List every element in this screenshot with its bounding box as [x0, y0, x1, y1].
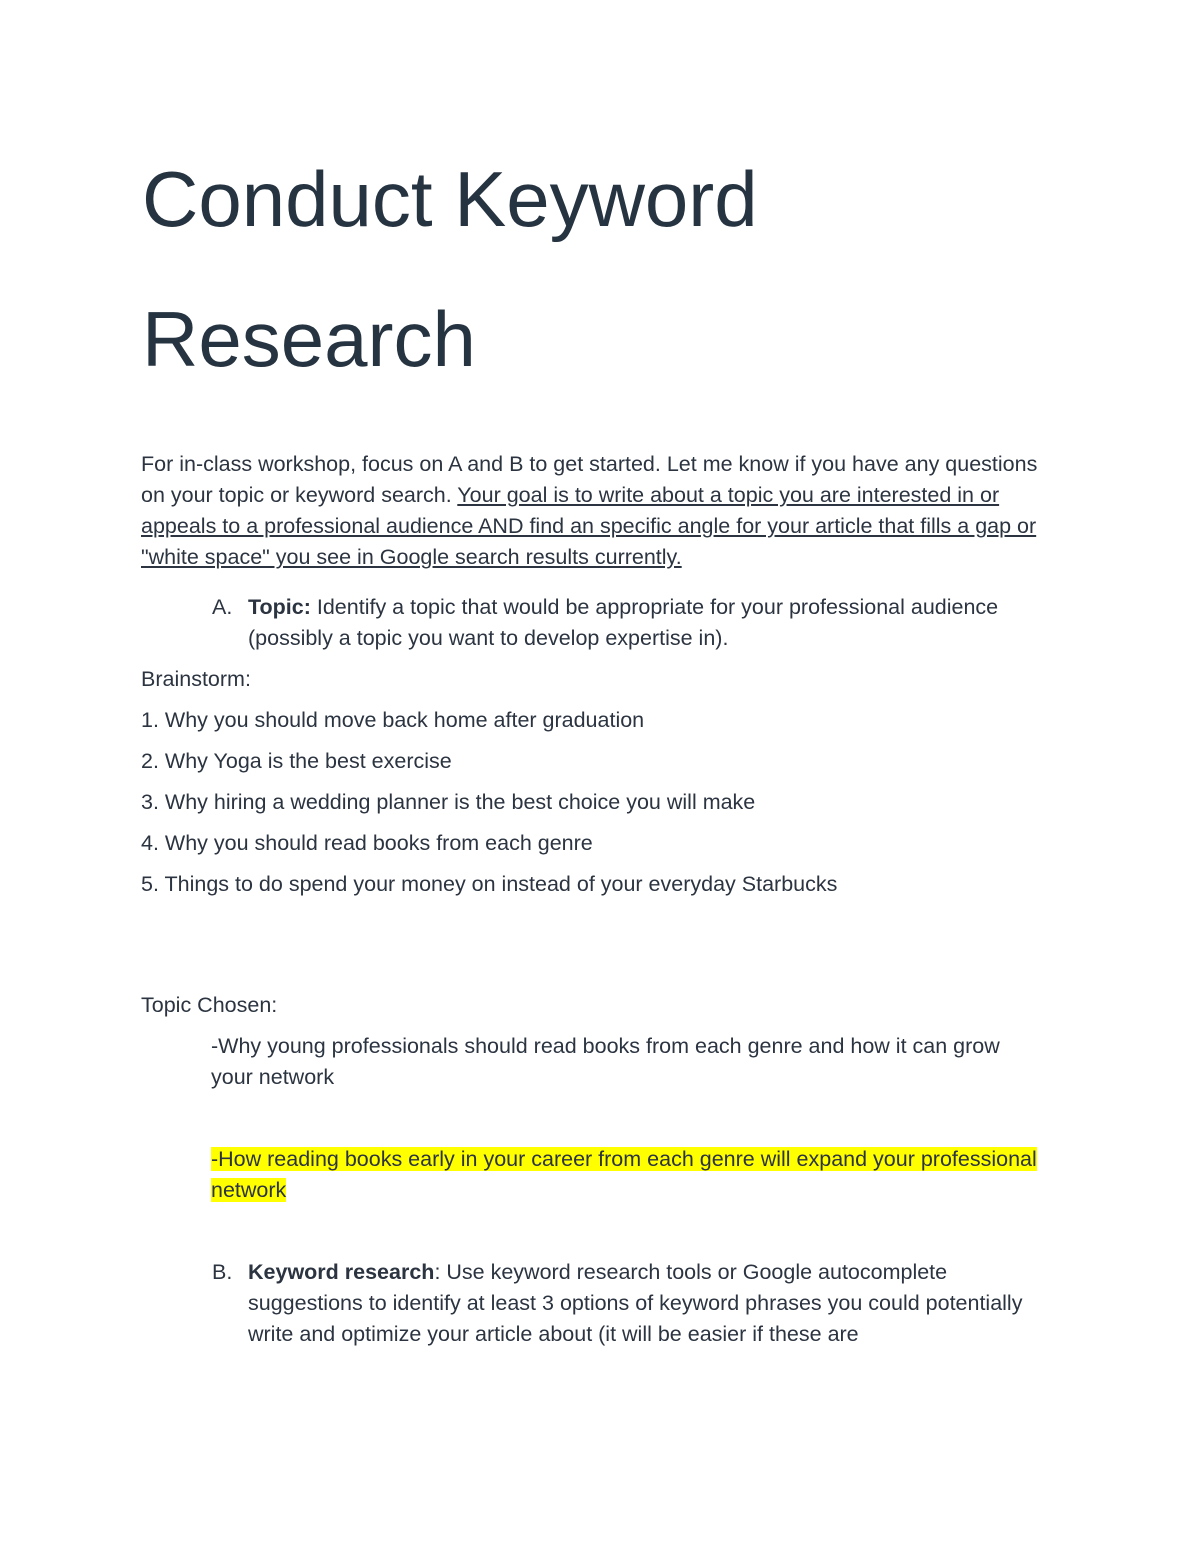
section-b-body: : Use keyword research tools or Google autocomplete suggestions to identify at least 3 options of keyword phrases you could potentially write and optimize your article about (it will be easier if these are — [248, 1260, 1023, 1346]
intro-text: For in-class workshop, focus on A and B to get started. Let me know if you have any questions on your topic or keyword search. — [141, 452, 1038, 507]
section-a-marker: A. — [212, 595, 233, 619]
intro-paragraph — [141, 449, 1051, 573]
section-b-label: Keyword research — [248, 1260, 435, 1284]
brainstorm-item: 4. Why you should read books from each genre — [141, 831, 593, 855]
document-title-line-2: Research — [142, 295, 476, 383]
section-a-label: Topic: — [248, 595, 311, 619]
brainstorm-item: 2. Why Yoga is the best exercise — [141, 749, 452, 773]
brainstorm-item: 1. Why you should move back home after graduation — [141, 708, 645, 732]
section-a-body: Identify a topic that would be appropriate for your professional audience (possibly a topic you want to develop expertise in). — [248, 595, 999, 650]
intro-goal-underlined: Your goal is to write about a topic you are interested in or appeals to a professional audience AND find an specific angle for your article that fills a gap or "white space" you see in Google search results currently. — [141, 483, 1037, 569]
brainstorm-item: 3. Why hiring a wedding planner is the best choice you will make — [141, 790, 756, 814]
highlighted-topic: -How reading books early in your career from each genre will expand your professional network — [211, 1147, 1037, 1202]
section-b-text — [248, 1257, 1038, 1350]
topic-chosen-heading: Topic Chosen: — [141, 993, 278, 1017]
document-title-line-1: Conduct Keyword — [142, 155, 758, 243]
brainstorm-heading: Brainstorm: — [141, 667, 251, 691]
section-b-marker: B. — [212, 1260, 233, 1284]
brainstorm-item: 5. Things to do spend your money on instead of your everyday Starbucks — [141, 872, 838, 896]
topic-option-2 — [211, 1144, 1041, 1206]
topic-option-1: -Why young professionals should read books from each genre and how it can grow your network — [211, 1034, 1000, 1089]
section-a-text — [248, 592, 1028, 654]
